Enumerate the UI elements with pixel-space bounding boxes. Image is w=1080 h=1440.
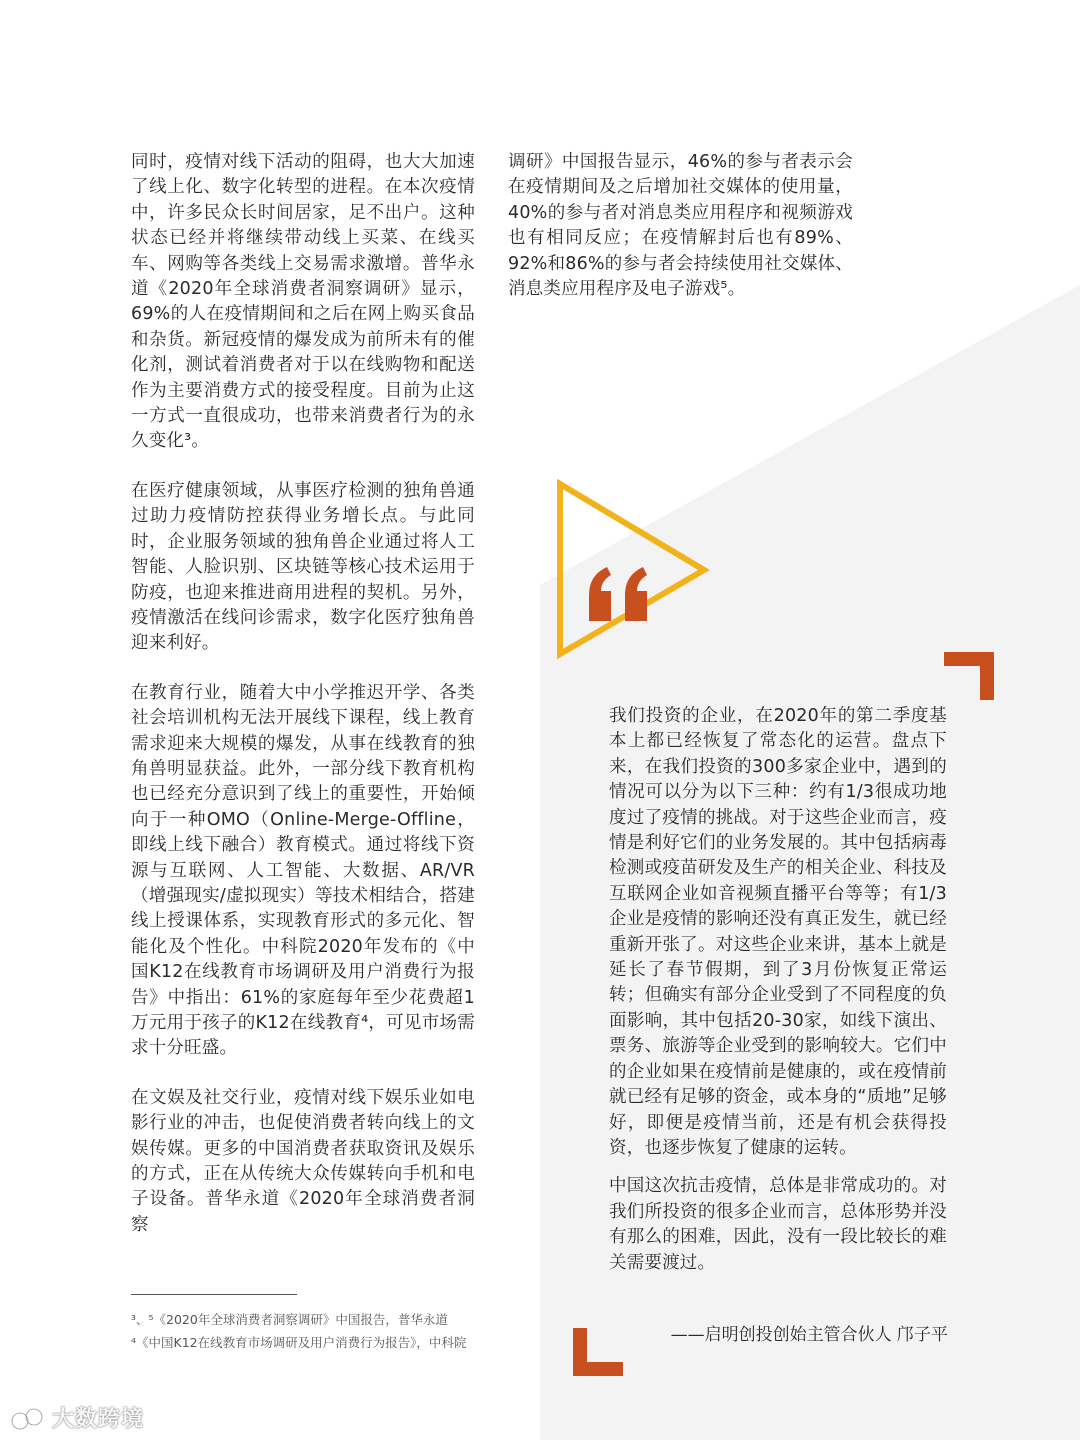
footnote-item: ³、⁵《2020年全球消费者洞察调研》中国报告，普华永道 — [131, 1312, 448, 1327]
footnotes — [131, 1308, 531, 1354]
quote-paragraph: 我们投资的企业，在2020年的第二季度基本上都已经恢复了常态化的运营。盘点下来，在我们投资的300多家企业中，遇到的情况可以分为以下三种：约有1/3很成功地度过了疫情的挑战。对于这些企业而言，疫情是利好它们的业务发展的。其中包括病毒检测或疫苗研发及生产的相关企业、科技及互联网企业如音视频直播平台等等；有1/3企业是疫情的影响还没有真正发生，就已经重新开张了。对这些企业来讲，基本上就是延长了春节假期，到了3月份恢复正常运转；但确实有部分企业受到了不同程度的负面影响，其中包括20-30家，如线下演出、票务、旅游等企业受到的影响较大。它们中的企业如果在疫情前是健康的，或在疫情前就已经有足够的资金，或本身的“质地”足够好，即便是疫情当前，还是有机会获得投资，也逐步恢复了健康的运转。 — [609, 706, 947, 1158]
corner-bracket-bottom-left-icon — [573, 1328, 625, 1378]
pull-quote — [609, 704, 947, 1289]
footnote-item: ⁴《中国K12在线教育市场调研及用户消费行为报告》，中科院 — [131, 1335, 467, 1350]
paragraph-entertainment: 在文娱及社交行业，疫情对线下娱乐业如电影行业的冲击，也促使消费者转向线上的文娱传媒。更多的中国消费者获取资讯及娱乐的方式，正在从传统大众传媒转向手机和电子设备。普华永道《2020年全球消费者洞察 — [131, 1087, 475, 1235]
right-text-column — [508, 150, 853, 302]
quote-attribution: ——启明创投创始主管合伙人 邝子平 — [670, 1325, 948, 1345]
left-text-column — [131, 150, 475, 1262]
quote-paragraph: 中国这次抗击疫情，总体是非常成功的。对我们所投资的很多企业而言，总体形势并没有那么的困难，因此，没有一段比较长的难关需要渡过。 — [609, 1176, 947, 1273]
quote-mark-icon — [585, 565, 660, 625]
corner-bracket-top-right-icon — [944, 652, 996, 702]
logo-icon — [10, 1405, 52, 1433]
footnote-divider — [131, 1294, 297, 1295]
paragraph-social-media: 调研》中国报告显示，46%的参与者表示会在疫情期间及之后增加社交媒体的使用量，40%的参与者对消息类应用程序和视频游戏也有相同反应；在疫情解封后也有89%、92%和86%的参与者会持续使用社交媒体、消息类应用程序及电子游戏⁵。 — [508, 152, 853, 300]
paragraph-education: 在教育行业，随着大中小学推迟开学、各类社会培训机构无法开展线下课程，线上教育需求迎来大规模的爆发，从事在线教育的独角兽明显获益。此外，一部分线下教育机构也已经充分意识到了线上的重要性，开始倾向于一种OMO（Online-Merge-Offline，即线上线下融合）教育模式。通过将线下资源与互联网、人工智能、大数据、AR/VR（增强现实/虚拟现实）等技术相结合，搭建线上授课体系，实现教育形式的多元化、智能化及个性化。中科院2020年发布的《中国K12在线教育市场调研及用户消费行为报告》中指出：61%的家庭每年至少花费超1万元用于孩子的K12在线教育⁴，可见市场需求十分旺盛。 — [131, 682, 475, 1059]
watermark-text: 大数跨境 — [52, 1407, 145, 1432]
paragraph-online-transformation: 同时，疫情对线下活动的阻碍，也大大加速了线上化、数字化转型的进程。在本次疫情中，许多民众长时间居家，足不出户。这种状态已经并将继续带动线上买菜、在线买车、网购等各类线上交易需求激增。普华永道《2020年全球消费者洞察调研》显示，69%的人在疫情期间和之后在网上购买食品和杂货。新冠疫情的爆发成为前所未有的催化剂，测试着消费者对于以在线购物和配送作为主要消费方式的接受程度。目前为止这一方式一直很成功，也带来消费者行为的永久变化³。 — [131, 152, 475, 452]
paragraph-healthcare: 在医疗健康领域，从事医疗检测的独角兽通过助力疫情防控获得业务增长点。与此同时，企业服务领域的独角兽企业通过将人工智能、人脸识别、区块链等核心技术运用于防疫，也迎来推进商用进程的契机。另外，疫情激活在线问诊需求，数字化医疗独角兽迎来利好。 — [131, 480, 475, 654]
